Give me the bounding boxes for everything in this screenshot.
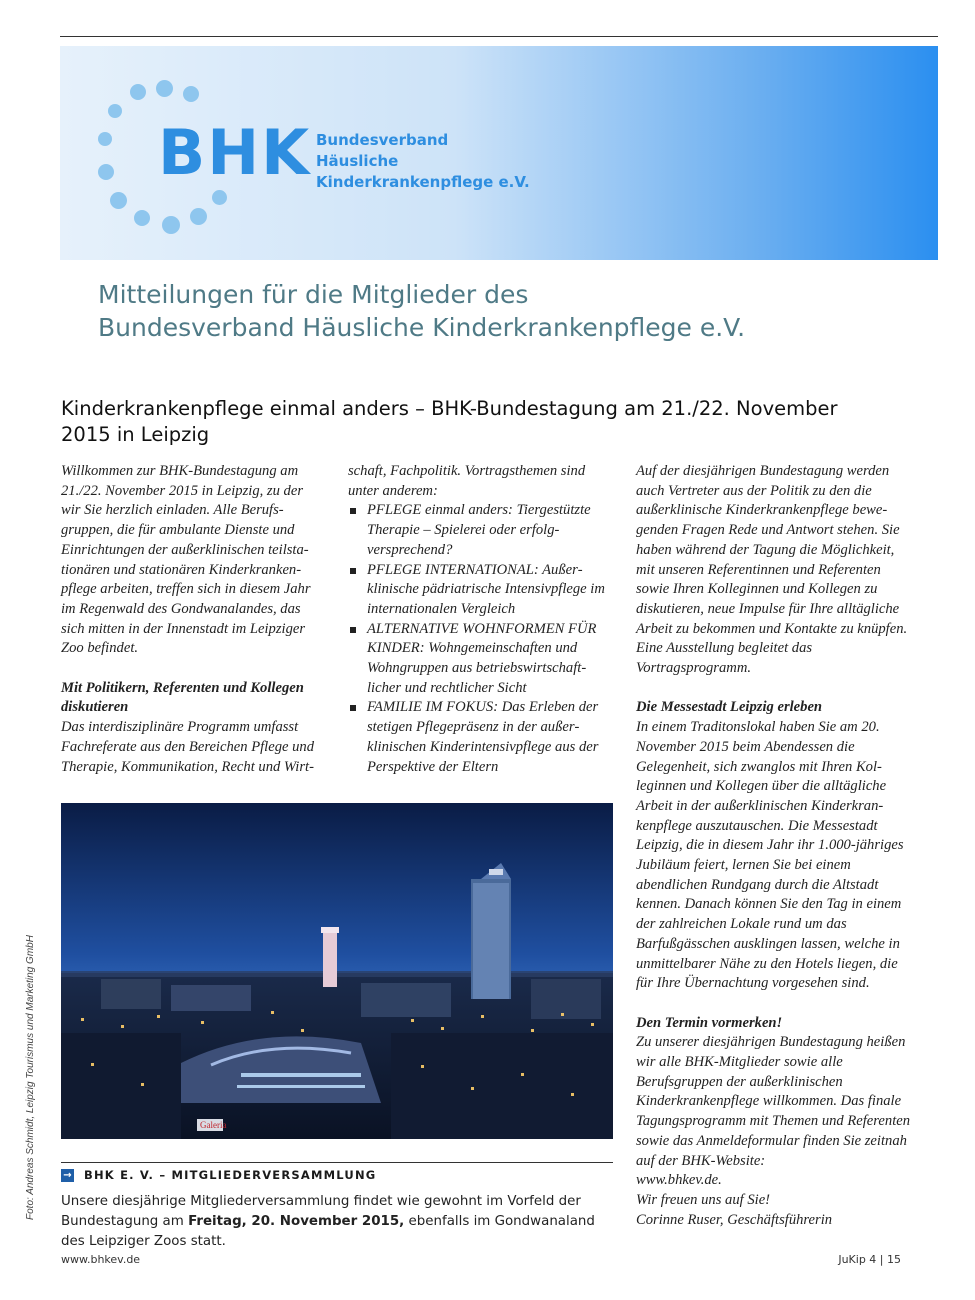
signature: Corinne Ruser, Geschäftsführerin xyxy=(636,1211,833,1228)
photo-sign-text: Galeria xyxy=(200,1120,227,1130)
subtitle-line: Bundesverband Häusliche Kinderkrankenpflege e.V. xyxy=(98,313,746,342)
section-heading: Mit Politikern, Referenten und Kollegen diskutieren xyxy=(61,679,304,716)
arrow-right-icon: → xyxy=(61,1169,74,1182)
footer-website[interactable]: www.bhkev.de xyxy=(61,1253,141,1266)
logo-organisation-name xyxy=(316,130,530,193)
intro-paragraph: Willkommen zur BHK-Bundestagung am 21./22. November 2015 in Leipzig, zu der wir Sie herzlich einladen. Alle Berufsgruppen, die für ambulante Dienste und Einrichtungen der außerklinischen teilstationären und stationären Kinderkrankenpflege arbeiten, treffen sich in diesem Jahr im Regenwald des Gondwanalandes, das sich mitten in der Innenstadt im Leipziger Zoo befindet. xyxy=(61,463,311,657)
infobox-text-part: ebenfalls im Gondwanaland des Leipziger Zoos statt. xyxy=(61,1214,595,1249)
article-column-3 xyxy=(636,462,914,1230)
topic-list-item: FAMILIE IM FOKUS: Das Erleben der stetigen Pflegepräsenz in der außerklinischen Kinderintensivpflege aus der Perspektive der Eltern xyxy=(348,698,610,777)
website-link[interactable]: www.bhkev.de. xyxy=(636,1172,722,1189)
article-headline: Kinderkrankenpflege einmal anders – BHK-Bundestagung am 21./22. November 2015 in Leipzig xyxy=(61,397,838,446)
topic-list-item: PFLEGE einmal anders: Tiergestützte Therapie – Spielerei oder erfolgversprechend? xyxy=(348,501,610,560)
photo-credit: Foto: Andreas Schmidt, Leipzig Tourismus und Marketing GmbH xyxy=(25,935,36,1220)
topic-list-item: ALTERNATIVE WOHNFORMEN FÜR KINDER: Wohngemeinschaften und Wohngruppen aus betriebswirtschaftlicher und rechtlicher Sicht xyxy=(348,620,610,699)
infobox-text-part: Unsere diesjährige Mitgliederversammlung findet wie gewohnt im Vorfeld der Bundestagung am xyxy=(61,1194,581,1229)
body-paragraph: Zu unserer diesjährigen Bundestagung heißen wir alle BHK-Mitglieder sowie alle Berufsgruppen der außerklinischen Kinderkrankenpflege willkommen. Das finale Tagungsprogramm mit Themen und Referenten sowie das Anmeldeformular finden Sie zeitnah auf der BHK-Website: xyxy=(636,1034,911,1169)
logo-name-line: Häusliche xyxy=(316,152,399,170)
infobox-text xyxy=(61,1192,621,1252)
logo-letters: BHK xyxy=(158,116,312,189)
topic-list-item: PFLEGE INTERNATIONAL: Außerklinische pädriatrische Intensivpflege im internationalen Vergleich xyxy=(348,561,610,620)
top-rule xyxy=(60,36,938,37)
body-paragraph: Auf der diesjährigen Bundestagung werden auch Vertreter aus der Politik zu den die außerklinische Kinderkrankenpflege bewegenden Fragen Rede und Antwort stehen. Sie haben während der Tagung die Möglichkeit, mit unseren Referentinnen und Referenten sowie Ihren Kolleginnen und Kollegen zu diskutieren, neue Impulse für Ihre alltägliche Arbeit zu bekommen und Kontakte zu knüpfen. Eine Ausstellung begleitet das Vortragsprogramm. xyxy=(636,463,908,677)
footer-page-number: JuKip 4 | 15 xyxy=(838,1253,901,1266)
infobox-date: Freitag, 20. November 2015, xyxy=(188,1214,405,1229)
infobox-header xyxy=(61,1168,376,1182)
closing-line: Wir freuen uns auf Sie! xyxy=(636,1191,771,1208)
topic-list xyxy=(348,501,610,777)
article-column-1 xyxy=(61,462,323,777)
body-paragraph: In einem Traditonslokal haben Sie am 20. November 2015 beim Abendessen die Gelegenheit, sich zwanglos mit Ihren Kolleginnen und Kollegen über die alltägliche Arbeit in der außerklinischen Kinderkrankenpflege auszutauschen. Die Messestadt Leipzig, die in diesem Jahr ihr 1.000-jähriges Jubiläum feiert, lernen Sie bei einem abendlichen Rundgang durch die Altstadt kennen. Danach können Sie den Tag in einem der zahlreichen Lokale rund um das Barfußgässchen ausklingen lassen, welche in unmittelbarer Nähe zu den Hotels liegen, die für Ihre Übernachtung vorgesehen sind. xyxy=(636,719,904,992)
infobox-title: BHK E. V. – MITGLIEDERVERSAMMLUNG xyxy=(84,1168,377,1182)
logo-name-line: Bundesverband xyxy=(316,131,449,149)
leipzig-night-photo xyxy=(61,803,613,1139)
infobox-rule xyxy=(61,1162,613,1163)
subtitle-line: Mitteilungen für die Mitglieder des xyxy=(98,280,529,309)
page-subtitle xyxy=(98,278,918,344)
section-heading: Die Messestadt Leipzig erleben xyxy=(636,699,823,716)
article-column-2 xyxy=(348,462,610,777)
body-paragraph: schaft, Fachpolitik. Vortragsthemen sind unter anderem: xyxy=(348,463,586,499)
logo-name-line: Kinderkrankenpflege e.V. xyxy=(316,173,530,191)
section-heading: Den Termin vormerken! xyxy=(636,1014,783,1031)
header-banner xyxy=(60,46,938,260)
body-paragraph: Das interdisziplinäre Programm umfasst Fachreferate aus den Bereichen Pflege und Therapie, Kommunikation, Recht und Wirt- xyxy=(61,719,315,775)
